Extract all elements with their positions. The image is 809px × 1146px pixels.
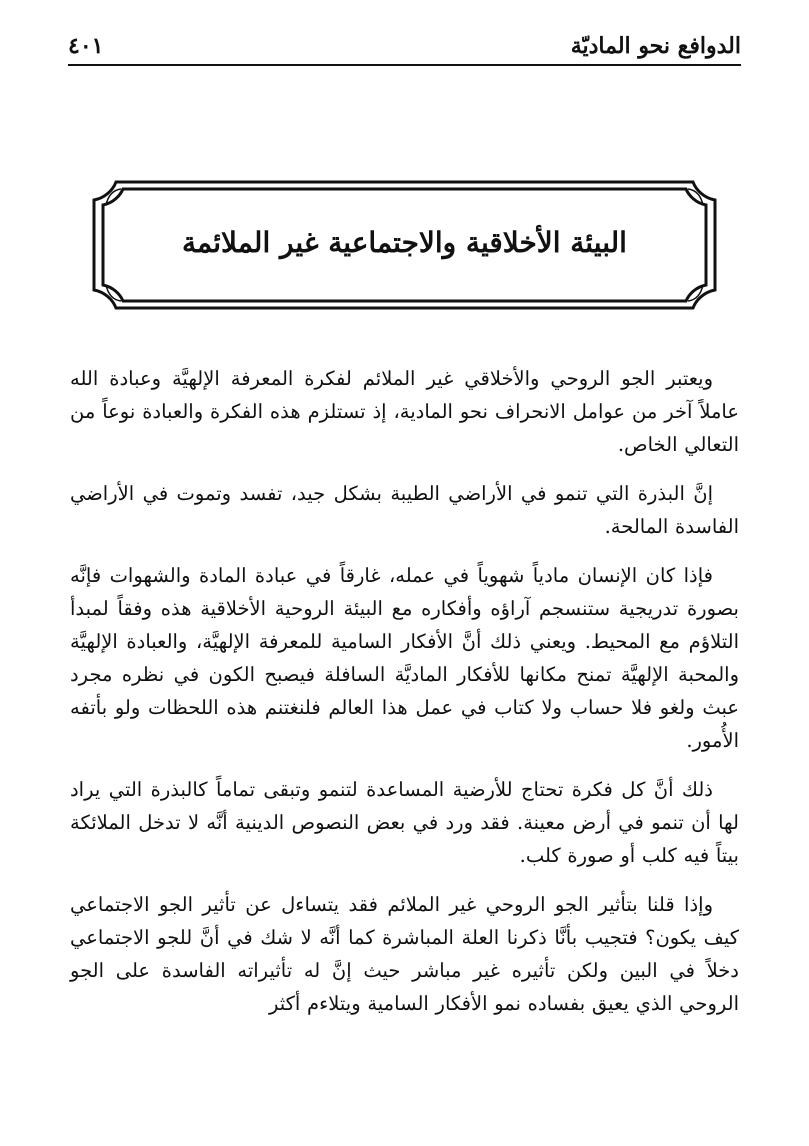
paragraph-1: ويعتبر الجو الروحي والأخلاقي غير الملائم لفكرة المعرفة الإلهيَّة وعبادة الله عاملاً آخر من عوامل الانحراف نحو المادية، إذ تستلزم هذه الفكرة والعبادة نوعاً من التعالي الخاص. xyxy=(70,367,739,456)
running-header xyxy=(68,30,741,66)
body-text xyxy=(70,362,739,1036)
paragraph-5: وإذا قلنا بتأثير الجو الروحي غير الملائم فقد يتساءل عن تأثير الجو الاجتماعي كيف يكون؟ فتجيب بأنَّا ذكرنا العلة المباشرة كما أنَّه لا شك في أنَّ للجو الاجتماعي دخلاً في البين ولكن تأثيره غير مباشر حيث إنَّ له تأثيراته الفاسدة على الجو الروحي الذي يعيق بفساده نمو الأفكار السامية ويتلاءم أكثر xyxy=(70,893,739,1015)
chapter-title: البيئة الأخلاقية والاجتماعية غير الملائمة xyxy=(182,226,627,259)
paragraph-4: ذلك أنَّ كل فكرة تحتاج للأرضية المساعدة لتنمو وتبقى تماماً كالبذرة التي يراد لها أن تنمو في أرض معينة. فقد ورد في بعض النصوص الدينية أنَّه لا تدخل الملائكة بيتاً فيه كلب أو صورة كلب. xyxy=(70,778,739,867)
chapter-title-frame xyxy=(92,180,717,310)
paragraph-3: فإذا كان الإنسان مادياً شهوياً في عمله، غارقاً في عبادة المادة والشهوات فإنَّه بصورة تدريجية ستنسجم آراؤه وأفكاره مع البيئة الروحية الأخلاقية هذه وفقاً لمبدأ التلاؤم مع المحيط. ويعني ذلك أنَّ الأفكار السامية للمعرفة الإلهيَّة، والعبادة الإلهيَّة والمحبة الإلهيَّة تمنح مكانها للأفكار الماديَّة السافلة فيصبح الكون في نظره مجرد عبث ولغو فلا حساب ولا كتاب في عمل هذا العالم فلنغتنم هذه اللحظات ولو بأتفه الأُمور. xyxy=(70,564,739,752)
page-number: ٤٠١ xyxy=(68,33,104,59)
paragraph-2: إنَّ البذرة التي تنمو في الأراضي الطيبة بشكل جيد، تفسد وتموت في الأراضي الفاسدة المالحة. xyxy=(70,482,739,538)
running-header-title: الدوافع نحو الماديّة xyxy=(570,33,741,59)
